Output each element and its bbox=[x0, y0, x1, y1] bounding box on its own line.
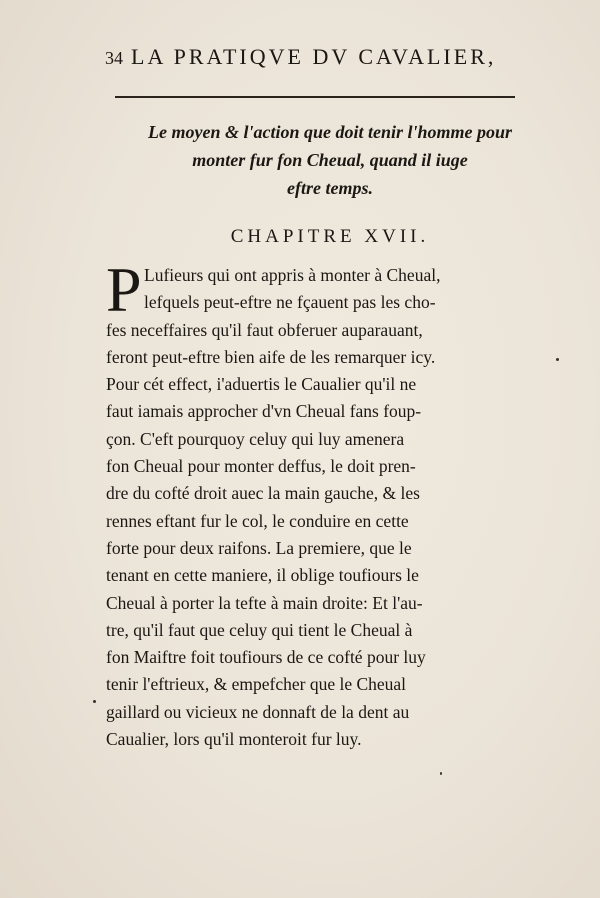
text-line: tre, qu'il faut que celuy qui tient le Cheual à bbox=[106, 619, 413, 640]
text-line: dre du cofté droit auec la main gauche, & les bbox=[106, 483, 420, 504]
ink-speck bbox=[556, 358, 559, 361]
chapter-heading: CHAPITRE XVII. bbox=[230, 226, 430, 247]
text-line: forte pour deux raifons. La premiere, que le bbox=[106, 537, 412, 558]
section-title-line: Le moyen & l'action que doit tenir l'homme pour bbox=[147, 122, 512, 142]
text-line: faut iamais approcher d'vn Cheual fans foup- bbox=[106, 401, 422, 422]
drop-cap: P bbox=[106, 254, 142, 325]
text-line: Lufieurs qui ont appris à monter à Cheual, bbox=[144, 265, 441, 285]
page-number: 34 bbox=[105, 48, 123, 68]
text-line: Pour cét effect, i'aduertis le Caualier qu'il ne bbox=[106, 374, 417, 395]
header-rule bbox=[115, 96, 515, 98]
text-line: tenir l'eftrieux, & empefcher que le Cheual bbox=[106, 674, 407, 695]
text-line: fon Cheual pour monter deffus, le doit pren- bbox=[106, 456, 416, 477]
ink-speck bbox=[93, 700, 96, 703]
text-line: gaillard ou vicieux ne donnaft de la dent au bbox=[106, 701, 410, 722]
ink-speck bbox=[440, 772, 442, 775]
text-line: fes neceffaires qu'il faut obferuer auparauant, bbox=[106, 319, 423, 340]
text-line: Cheual à porter la tefte à main droite: Et l'au- bbox=[106, 592, 423, 613]
text-line: Caualier, lors qu'il monteroit fur luy. bbox=[106, 729, 362, 750]
text-line: tenant en cette maniere, il oblige toufiours le bbox=[106, 565, 419, 586]
text-line: rennes eftant fur le col, le conduire en cette bbox=[106, 510, 409, 531]
section-title bbox=[110, 118, 550, 202]
body-text bbox=[106, 254, 556, 753]
text-line: çon. C'eft pourquoy celuy qui luy amenera bbox=[106, 428, 405, 449]
text-line: fon Maiftre foit toufiours de ce cofté pour luy bbox=[106, 647, 426, 668]
running-title: LA PRATIQVE DV CAVALIER, bbox=[131, 44, 497, 69]
text-line: lefquels peut-eftre ne fçauent pas les cho- bbox=[144, 292, 436, 313]
text-line: feront peut-eftre bien aife de les remarquer icy. bbox=[106, 346, 436, 367]
section-title-line: monter fur fon Cheual, quand il iuge bbox=[192, 150, 468, 170]
section-title-line: eftre temps. bbox=[287, 178, 373, 198]
running-header bbox=[105, 44, 525, 70]
